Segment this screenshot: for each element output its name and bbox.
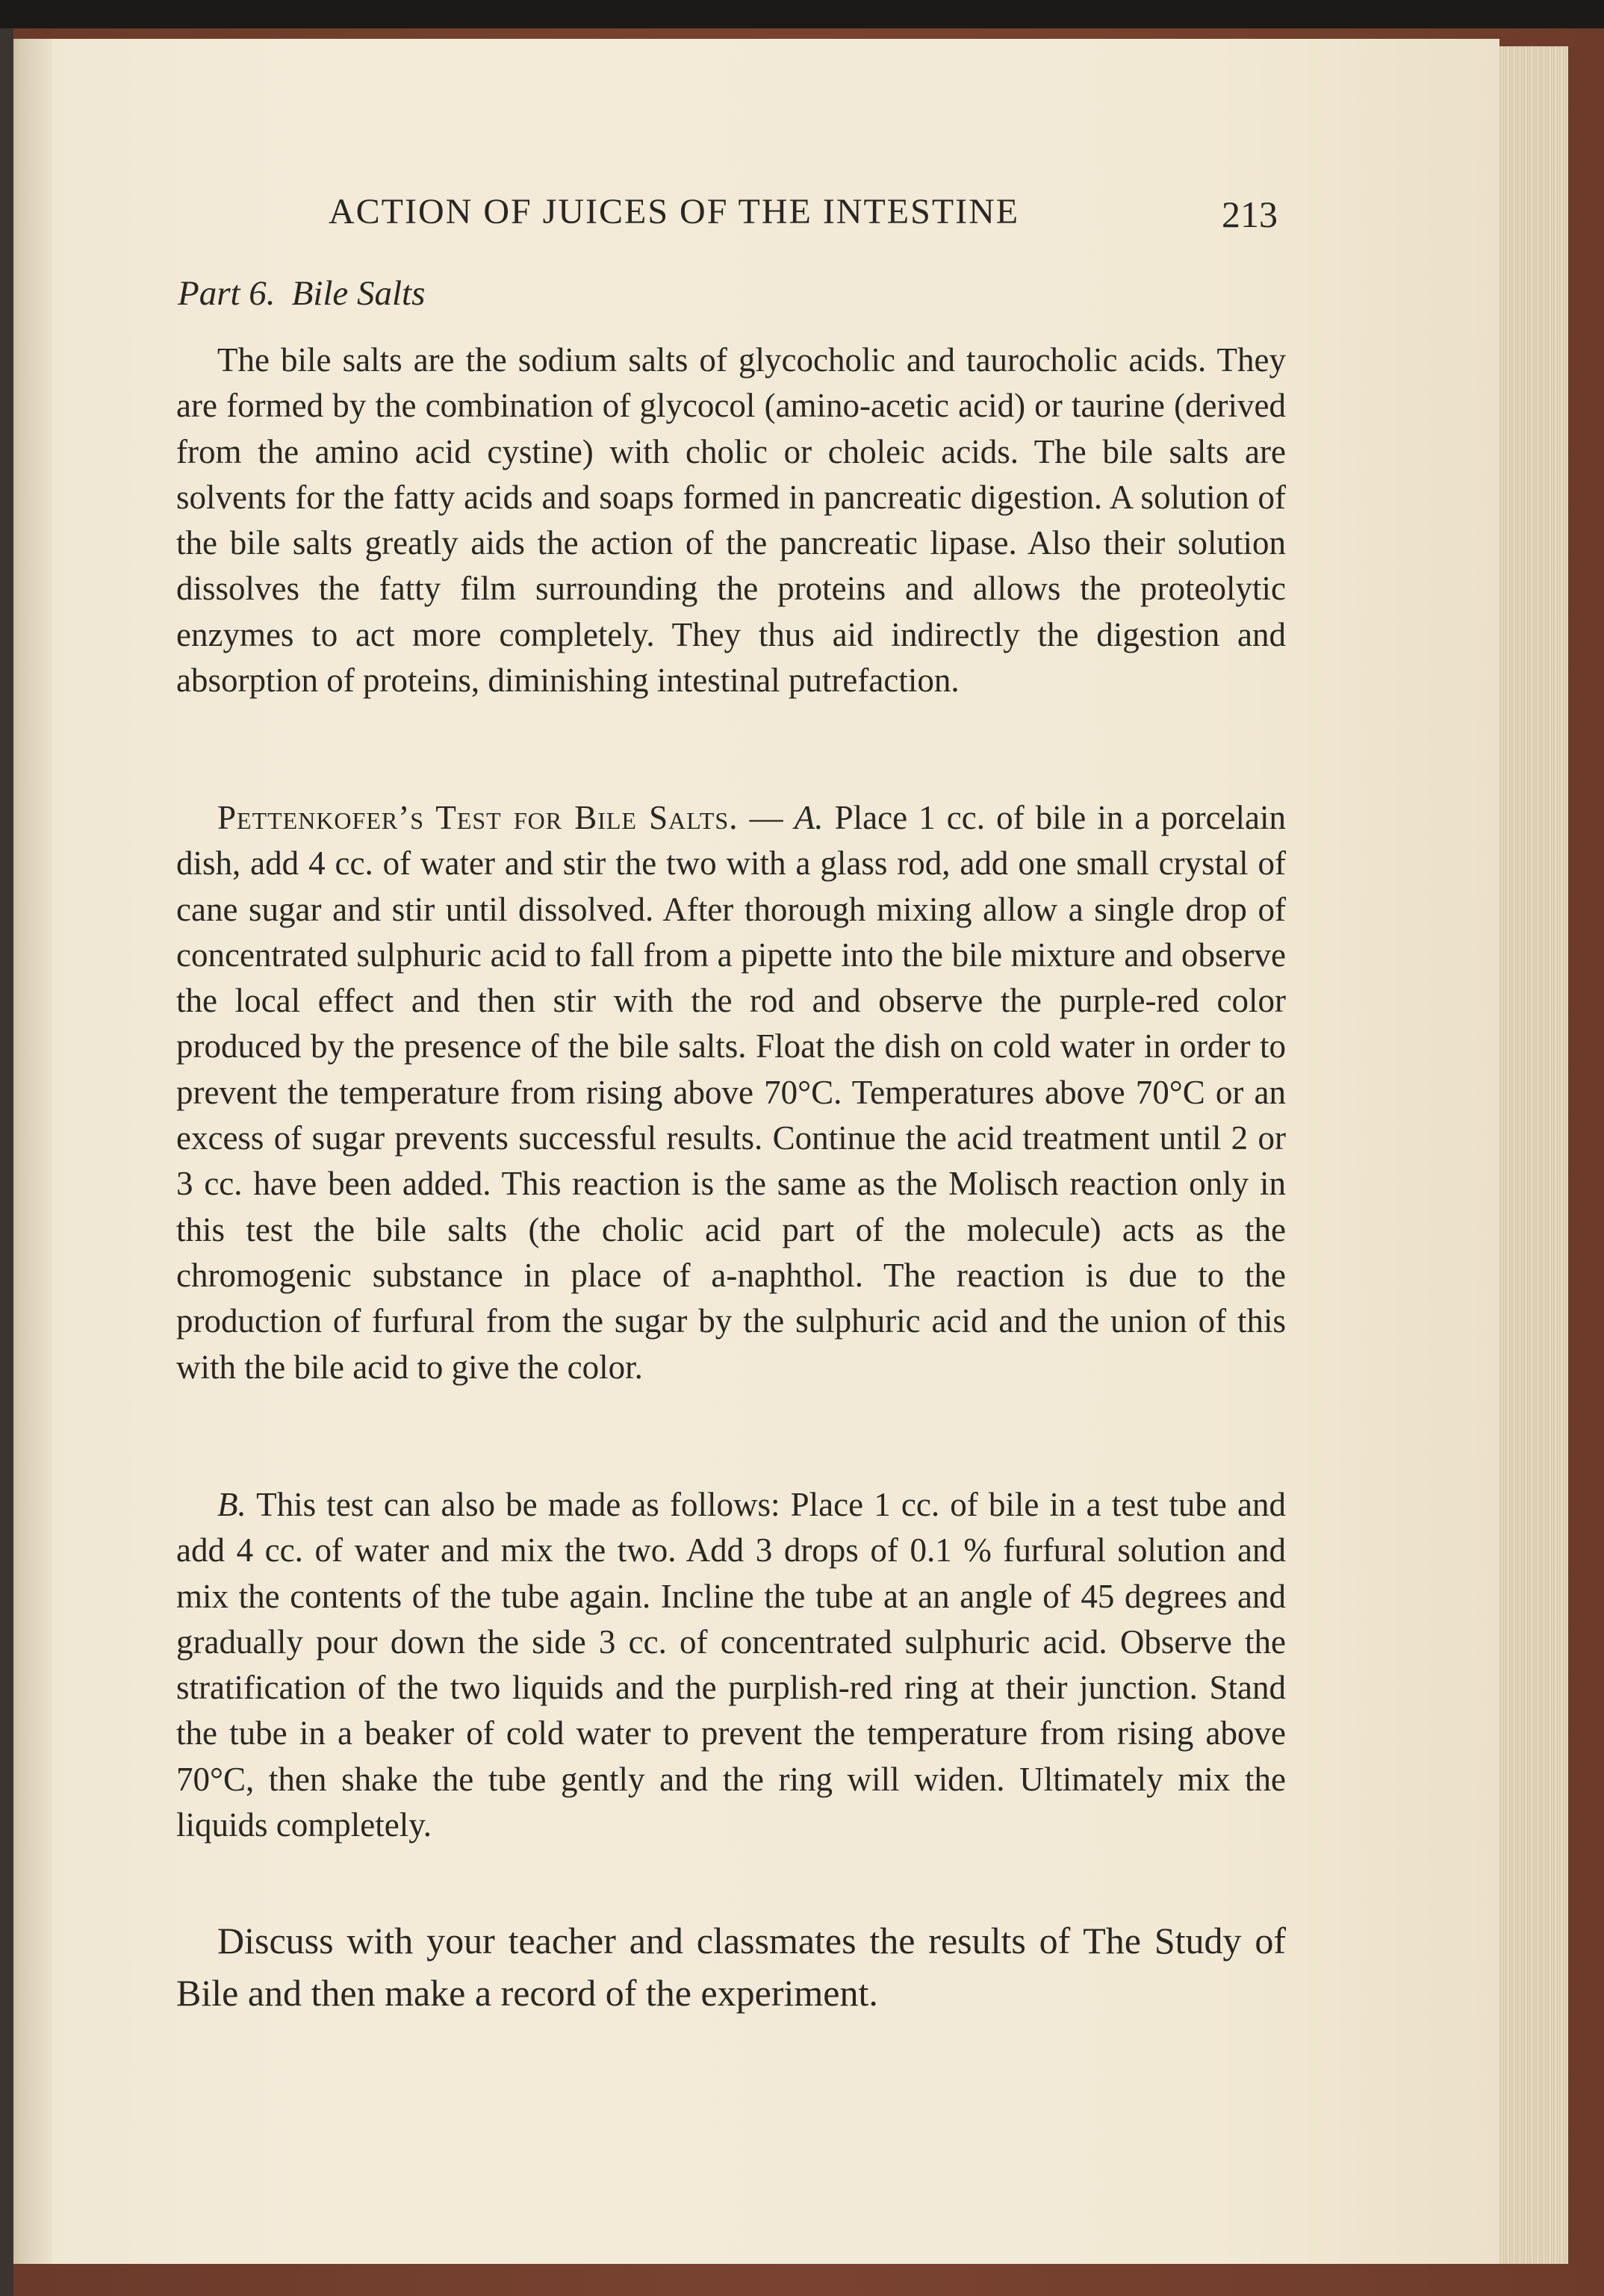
test-heading: Pettenkofer’s Test for Bile Salts. (217, 799, 739, 836)
closing-paragraph: Discuss with your teacher and classmates the results of The Study of Bile and then make a record of the experiment. (176, 1920, 1286, 2014)
page-number: 213 (1222, 193, 1278, 235)
test-a-body (176, 795, 1286, 1390)
test-b-text: This test can also be made as follows: Place 1 cc. of bile in a test tube and add 4 cc. of water and mix the two. Add 3 drops of 0.1 % furfural solution and mix the contents of the tube again. Incline the tube at an angle of 45 degrees and gradually pour down the side 3 cc. of concentrated sulphuric acid. Observe the stratification of the two liquids and the purplish-red ring at their junction. Stand the tube in a beaker of cold water to prevent the temperature from rising above 70°C, then shake the tube gently and the ring will widen. Ultimately mix the liquids completely. (176, 1486, 1286, 1844)
test-a-text: Place 1 cc. of bile in a porcelain dish, add 4 cc. of water and stir the two with a glass rod, add one small crystal of cane sugar and stir until dissolved. After thorough mixing allow a single drop of concentrated sulphuric acid to fall from a pipette into the bile mixture and observe the local effect and then stir with the rod and observe the purple-red color produced by the presence of the bile salts. Float the dish on cold water in order to prevent the temperature from rising above 70°C. Temperatures above 70°C or an excess of sugar prevents successful results. Continue the acid treatment until 2 or 3 cc. have been added. This reaction is the same as the Molisch reaction only in this test the bile salts (the cholic acid part of the molecule) acts as the chromogenic substance in place of a-naphthol. The reaction is due to the production of furfural from the sugar by the sulphuric acid and the union of this with the bile acid to give the color. (176, 799, 1286, 1386)
test-b-label: B. (217, 1486, 246, 1523)
test-dash: — (738, 799, 795, 836)
test-a-label: A. (794, 799, 824, 836)
intro-text: The bile salts are the sodium salts of glycocholic and taurocholic acids. They are formed by the combination of glycocol (amino-acetic acid) or taurine (derived from the amino acid cystine) with cholic or choleic acids. The bile salts are solvents for the fatty acids and soaps formed in pancreatic digestion. A solution of the bile salts greatly aids the action of the pancreatic lipase. Also their solution dissolves the fatty film surrounding the proteins and allows the proteolytic enzymes to act more completely. They thus aid indirectly the digestion and absorption of proteins, diminishing intestinal putrefaction. (176, 341, 1286, 700)
section-title (178, 273, 425, 314)
test-a-paragraph (176, 795, 1286, 1390)
test-b-paragraph (176, 1482, 1286, 1848)
test-b-body (176, 1482, 1286, 1848)
section-name: Bile Salts (291, 274, 426, 313)
intro-paragraph (176, 337, 1286, 703)
running-head: ACTION OF JUICES OF THE INTESTINE (329, 192, 1020, 231)
part-label: Part 6. (178, 274, 276, 313)
